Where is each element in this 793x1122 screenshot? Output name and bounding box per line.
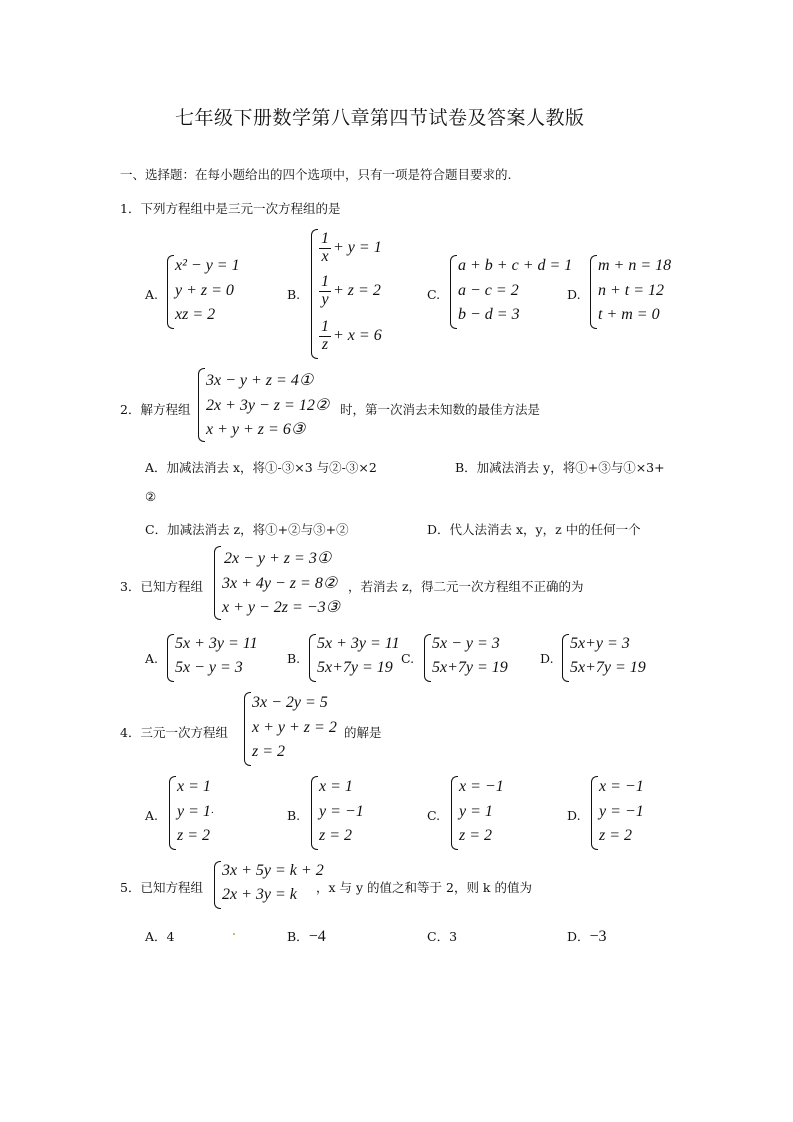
equation: x² − y = 1 [175,257,240,274]
brace [244,692,251,766]
brace [214,861,221,909]
equation: m + n = 18 [598,257,672,274]
q2-stem-pre: 2．解方程组 [120,402,191,417]
equation: 2x + 3y = k [222,886,297,903]
brace [198,368,205,442]
equation: z = 2 [599,827,633,844]
q1-option-d-label: D. [567,287,581,302]
q3-option-a-label: A. [145,651,159,666]
q2-option-c: C．加减法消去 z，将①+②与③+② [145,522,349,537]
q3-stem-post: ，若消去 z，得二元一次方程组不正确的为 [348,579,584,594]
brace [167,634,174,682]
equation: y = 1· [177,803,214,820]
q4-option-a-label: A. [145,808,159,823]
q1-option-a-label: A. [145,287,159,302]
equation: x = 1 [319,778,353,795]
brace [450,255,457,329]
equation: 2x + 3y − z = 12② [206,397,330,414]
q1-stem: 1．下列方程组中是三元一次方程组的是 [120,201,341,216]
brace [169,776,176,850]
equation: z = 2 [252,743,286,760]
q3-stem-pre: 3．已知方程组 [120,579,203,594]
q1-option-c-label: C. [427,287,441,302]
equation: 5x + 3y = 11 [175,635,258,652]
q2-option-b-cont: ② [145,489,157,504]
equation: 3x − y + z = 4① [206,372,314,389]
brace [311,776,318,850]
equation: $\frac{1}{y}$ + z = 2 [321,273,381,308]
equation: x + y − 2z = −3③ [222,599,340,616]
equation: 5x − y = 3 [432,635,500,652]
q5-option-a: A．4 [145,929,175,944]
equation: x = −1 [459,778,504,795]
q4-option-d-label: D. [567,808,581,823]
equation: z = 2 [459,827,493,844]
equation: 5x+y = 3 [570,635,630,652]
brace [311,229,318,359]
q2-option-a: A．加减法消去 x，将①-③×3 与②-③×2 [145,460,377,475]
q3-option-c-label: C. [401,651,415,666]
q2-option-b: B．加减法消去 y，将①+③与①×3+ [455,460,665,475]
equation: y = −1 [599,803,644,820]
equation: t + m = 0 [598,306,660,323]
q3-option-d-label: D. [540,651,554,666]
equation: 3x + 5y = k + 2 [222,862,324,879]
equation: 5x+7y = 19 [317,659,393,676]
q2-stem-post: 时，第一次消去未知数的最佳方法是 [340,402,541,417]
q4-stem-post: 的解是 [344,725,382,740]
q1-option-b-label: B. [287,287,301,302]
equation: 5x − y = 3 [175,659,243,676]
equation: $\frac{1}{z}$ + x = 6 [321,318,382,353]
equation: 5x + 3y = 11 [317,635,400,652]
stray-dot [233,933,235,935]
q3-option-b-label: B. [287,651,301,666]
equation: 5x+7y = 19 [432,659,508,676]
equation: z = 2 [177,827,211,844]
equation: y + z = 0 [175,282,234,299]
q5-option-d: D．−3 [567,928,607,945]
brace [424,634,431,682]
section-heading: 一、选择题：在每小题给出的四个选项中，只有一项是符合题目要求的. [120,167,512,182]
equation: y = −1 [319,803,364,820]
equation: x + y + z = 2 [252,719,337,736]
equation: b − d = 3 [458,306,520,323]
q2-option-d: D．代人法消去 x，y，z 中的任何一个 [427,522,641,537]
q4-stem-pre: 4．三元一次方程组 [120,725,228,740]
equation: x + y + z = 6③ [206,421,306,438]
equation: 2x − y + z = 3① [224,550,332,567]
equation: $\frac{1}{x}$ + y = 1 [321,230,382,265]
q5-option-b: B．−4 [287,928,326,945]
equation: y = 1 [459,803,493,820]
brace [451,776,458,850]
q5-stem-post: ，x 与 y 的值之和等于 2，则 k 的值为 [316,880,532,895]
equation: z = 2 [319,827,353,844]
equation: x = −1 [599,778,644,795]
brace [562,634,569,682]
brace [167,255,174,329]
equation: a − c = 2 [458,282,519,299]
equation: x = 1 [177,778,211,795]
q5-stem-pre: 5．已知方程组 [120,880,203,895]
equation: 3x − 2y = 5 [252,694,328,711]
brace [591,776,598,850]
brace [309,634,316,682]
page-title: 七年级下册数学第八章第四节试卷及答案人教版 [175,107,585,129]
equation: a + b + c + d = 1 [458,257,573,274]
q4-option-b-label: B. [287,808,301,823]
brace [590,255,597,329]
equation: xz = 2 [175,306,216,323]
equation: 3x + 4y − z = 8② [222,575,338,592]
equation: n + t = 12 [598,282,665,299]
q5-option-c: C．3 [427,929,458,944]
brace [214,546,221,620]
equation: 5x+7y = 19 [570,659,646,676]
q4-option-c-label: C. [427,808,441,823]
